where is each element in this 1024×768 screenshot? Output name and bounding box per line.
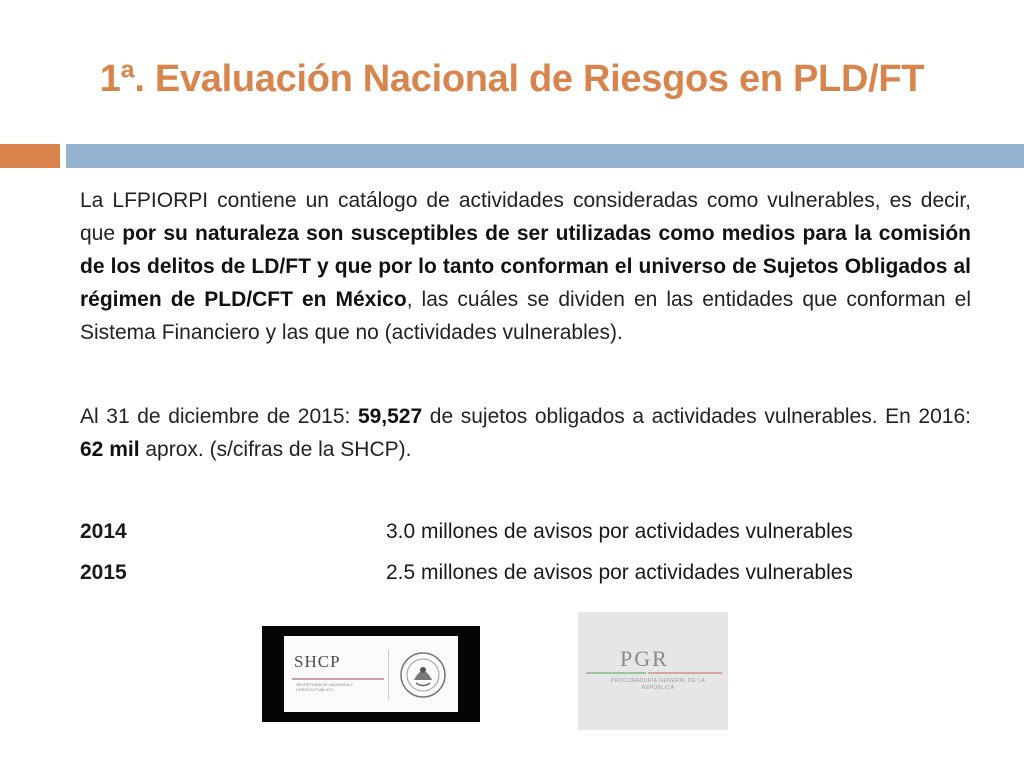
pgr-logo-rule-green (586, 672, 646, 674)
paragraph2-text-mid: de sujetos obligados a actividades vulnerables. En 2016: (422, 405, 971, 428)
mexico-seal-icon (398, 650, 448, 700)
notices-description: 3.0 millones de avisos por actividades vulnerables (386, 520, 853, 543)
paragraph1-bold: por su naturaleza son susceptibles de ser utilizadas como medios para la comisión de los delitos de LD/FT y que por lo tanto conforman el universo de Sujetos Obligados al régimen de PLD/CFT en México (80, 222, 971, 311)
shcp-logo-rule (292, 678, 384, 680)
shcp-logo-name: SHCP (294, 652, 341, 671)
paragraph2-text: Al 31 de diciembre de 2015: (80, 405, 358, 428)
shcp-logo (262, 626, 480, 722)
pgr-logo-rule-red (648, 672, 722, 674)
shcp-logo-subtitle: SECRETARÍA DE HACIENDA Y CRÉDITO PÚBLICO (296, 682, 353, 692)
notices-description: 2.5 millones de avisos por actividades vulnerables (386, 561, 853, 584)
paragraph1-text-end: , las cuáles se dividen en las entidades que conforman el Sistema Financiero y las que no (actividades vulnerables). (80, 288, 971, 344)
pgr-logo-name: PGR (620, 646, 669, 671)
notices-year: 2015 (80, 561, 127, 584)
paragraph-vulnerable-activities (80, 184, 971, 349)
notices-year: 2014 (80, 520, 127, 543)
paragraph2-text-end: aprox. (s/cifras de la SHCP). (139, 438, 412, 461)
paragraph1-text: La LFPIORPI contiene un catálogo de actividades consideradas como vulnerables, es decir, que (80, 189, 971, 245)
pgr-logo (578, 612, 728, 730)
paragraph-obligated-subjects (80, 400, 971, 466)
subjects-count-2015: 59,527 (357, 405, 423, 428)
pgr-logo-subtitle: PROCURADURÍA GENERAL DE LA REPÚBLICA (610, 678, 706, 691)
subjects-count-2016: 62 mil (80, 438, 140, 461)
accent-bar-orange (0, 144, 60, 168)
shcp-logo-divider (388, 650, 389, 700)
slide-title: 1ª. Evaluación Nacional de Riesgos en PLD/FT (99, 58, 925, 100)
accent-bar-blue (66, 144, 1024, 168)
